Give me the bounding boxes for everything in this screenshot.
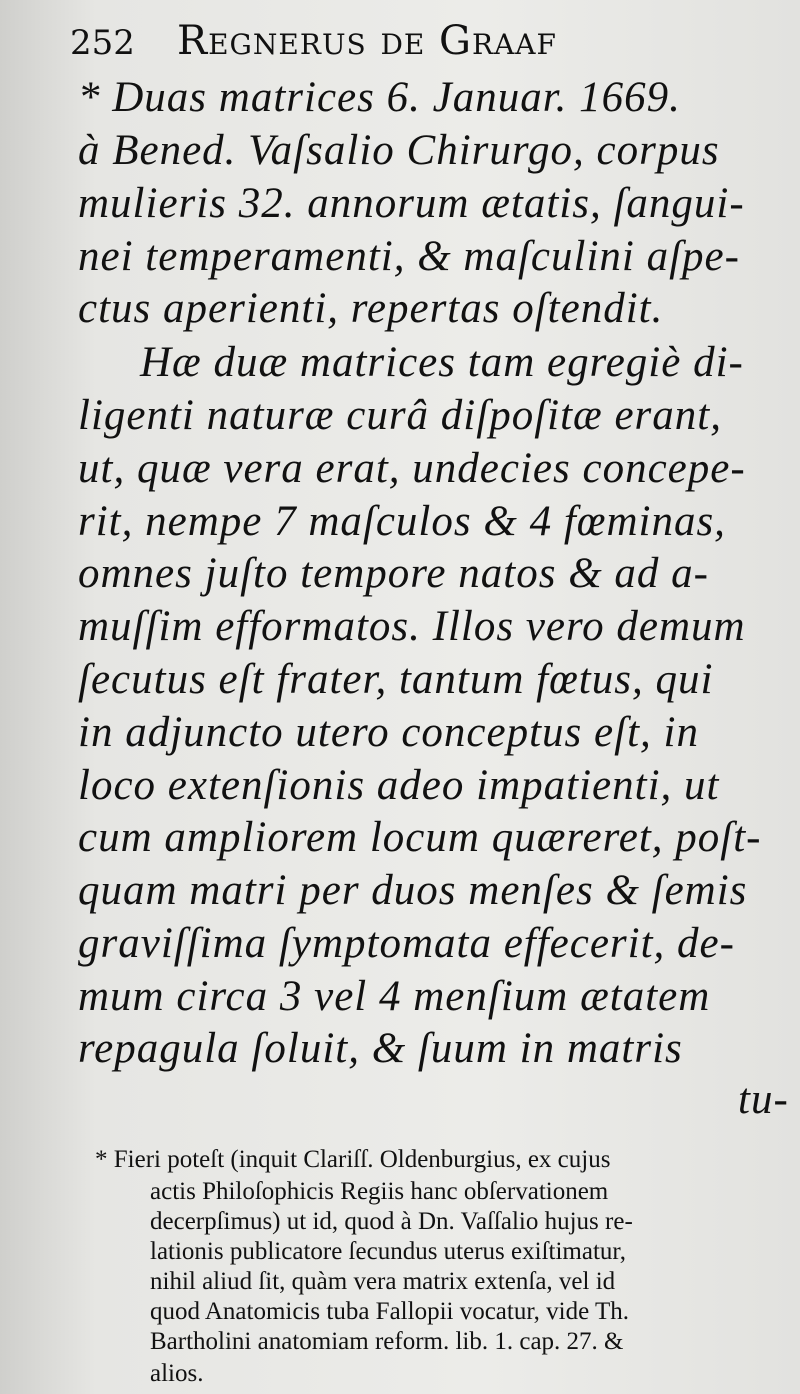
text-line: * Duas matrices 6. Januar. 1669. [78,74,681,121]
text-line: cum ampliorem locum quæreret, poſt- [78,814,762,861]
text-line: repagula ſoluit, & ſuum in matris [78,1025,683,1072]
page-number: 252 [70,23,135,63]
running-header [70,18,790,64]
footnote-line: quod Anatomicis tuba Fallopii vocatur, vide Th. [150,1298,630,1325]
running-title: Regnerus de Graaf [177,18,557,64]
footnote-line: * Fieri poteſt (inquit Clariſſ. Oldenburgius, ex cujus [95,1146,611,1173]
catchword: tu- [738,1076,789,1123]
text-line: ligenti naturæ curâ diſpoſitæ erant, [78,392,722,439]
text-line: nei temperamenti, & maſculini aſpe- [78,233,740,280]
text-line: omnes juſto tempore natos & ad a- [78,550,709,597]
text-line: mulieris 32. annorum ætatis, ſangui- [78,180,745,227]
text-line: muſſim efformatos. Illos vero demum [78,603,746,650]
text-line: rit, nempe 7 maſculos & 4 fœminas, [78,498,726,545]
text-line: in adjuncto utero conceptus eſt, in [78,709,699,756]
text-line: ctus aperienti, repertas oſtendit. [78,285,664,332]
text-line: à Bened. Vaſsalio Chirurgo, corpus [78,127,720,174]
text-line: loco extenſionis adeo impatienti, ut [78,762,720,809]
footnote-line: alios. [150,1360,204,1387]
text-line: mum circa 3 vel 4 menſium ætatem [78,973,711,1020]
footnote-line: decerpſimus) ut id, quod à Dn. Vaſſalio hujus re- [150,1208,633,1235]
footnote-line: nihil aliud ſit, quàm vera matrix extenſa, vel id [150,1268,616,1295]
text-line: ſecutus eſt frater, tantum fœtus, qui [78,656,714,703]
text-line: quam matri per duos menſes & ſemis [78,867,748,914]
footnote-line: Bartholini anatomiam reform. lib. 1. cap. 27. & [150,1328,624,1355]
footnote-line: actis Philoſophicis Regiis hanc obſervationem [150,1178,609,1205]
text-line: ut, quæ vera erat, undecies concepe- [78,445,746,492]
text-line: Hæ duæ matrices tam egregiè di- [140,339,744,386]
footnote-line: lationis publicatore ſecundus uterus exiſtimatur, [150,1238,626,1265]
text-line: graviſſima ſymptomata effecerit, de- [78,920,735,967]
